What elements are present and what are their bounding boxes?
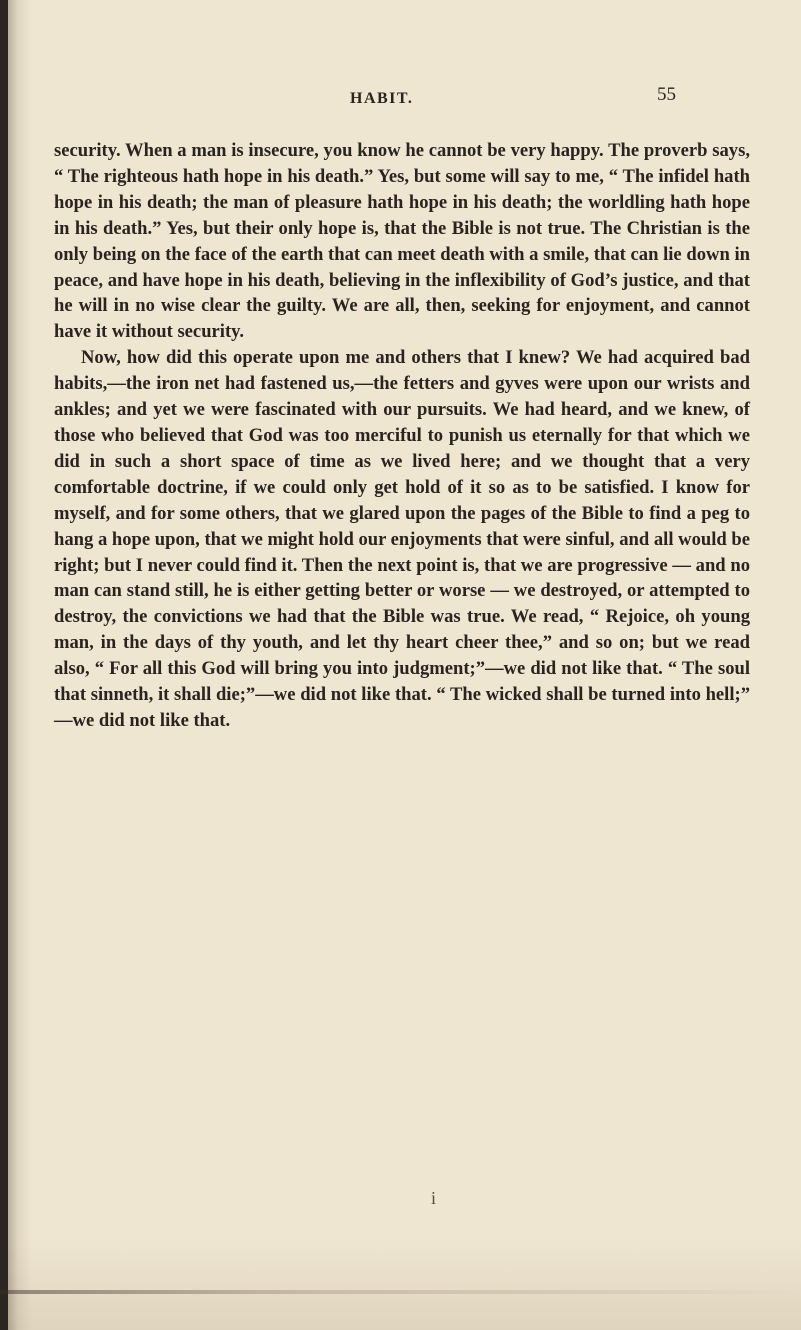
stray-mark: i <box>431 1188 437 1208</box>
running-head: HABIT. <box>350 90 414 107</box>
page-header <box>0 84 801 116</box>
paragraph-2: Now, how did this operate upon me and others that I knew? We had acquired bad habits,—the iron net had fastened us,—the fetters and gyves were upon our wrists and ankles; and yet we were fascinated with our pursuits. We had heard, and we knew, of those who believed that God was too merciful to punish us eternally for that which we did in such a short space of time as we lived here; and we thought that a very comfortable doctrine, if we could only get hold of it so as to be satisfied. I know for myself, and for some others, that we glared upon the pages of the Bible to find a peg to hang a hope upon, that we might hold our enjoyments that were sinful, and all would be right; but I never could find it. Then the next point is, that we are progressive — and no man can stand still, he is either getting better or worse — we destroyed, or attempted to destroy, the convictions we had that the Bible was true. We read, “ Rejoice, oh young man, in the days of thy youth, and let thy heart cheer thee,” and so on; but we read also, “ For all this God will bring you into judgment;”—we did not like that. “ The soul that sinneth, it shall die;”—we did not like that. “ The wicked shall be turned into hell;” —we did not like that. <box>54 347 750 731</box>
body-text <box>54 138 750 734</box>
paragraph-1: security. When a man is insecure, you know he cannot be very happy. The proverb says, “ The righteous hath hope in his death.” Yes, but some will say to me, “ The infidel hath hope in his death; the man of pleasure hath hope in his death; the worldling hath hope in his death.” Yes, but their only hope is, that the Bible is not true. The Christian is the only being on the face of the earth that can meet death with a smile, that can lie down in peace, and have hope in his death, believing in the inflexibility of God’s justice, and that he will in no wise clear the guilty. We are all, then, seeking for enjoyment, and cannot have it without security. <box>54 140 750 343</box>
page-edge-shadow <box>0 1290 801 1294</box>
binding-shadow <box>0 0 8 1330</box>
page-number: 55 <box>657 84 676 105</box>
